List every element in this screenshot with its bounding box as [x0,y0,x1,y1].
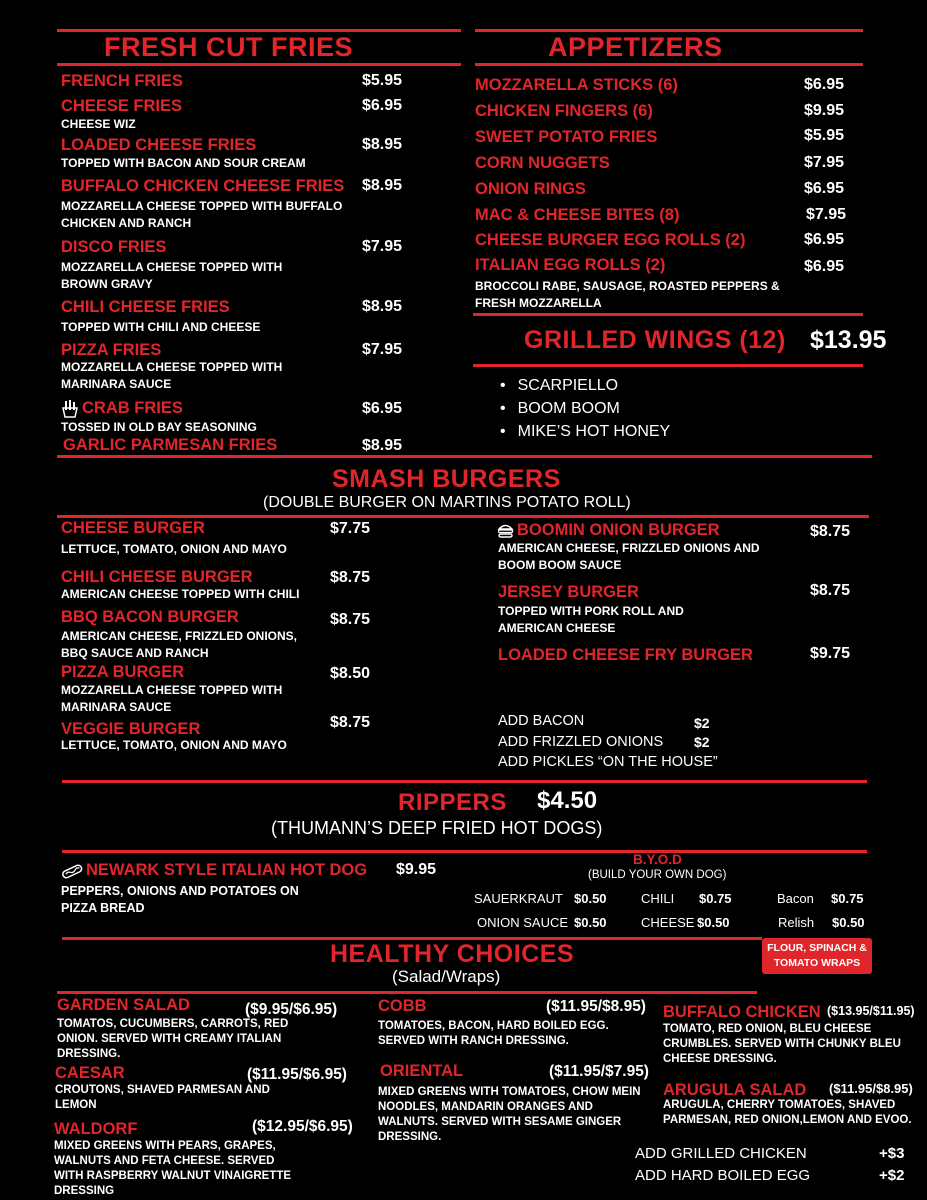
menu-item-name: MOZZARELLA STICKS (6) [475,76,678,94]
topping-label: Relish [778,915,815,930]
menu-item-name: CHEESE BURGER EGG ROLLS (2) [475,231,746,249]
menu-item-price: $8.75 [810,523,851,540]
burgers-title: SMASH BURGERS [332,465,561,493]
menu-item-price: $5.95 [804,127,845,144]
hot-dog-icon [61,863,83,879]
menu-item-desc: TOMATOES, BACON, HARD BOILED EGG. SERVED WITH RANCH DRESSING. [378,1020,609,1047]
addon-label: ADD BACON [498,713,585,729]
menu-item-desc: BROCCOLI RABE, SAUSAGE, ROASTED PEPPERS & FRESH MOZZARELLA [475,279,780,310]
menu-item-desc: MOZZARELLA CHEESE TOPPED WITH BROWN GRAVY [61,260,283,291]
menu-item-price: $8.95 [362,136,403,153]
topping-price: $0.75 [699,891,732,906]
menu-item-desc: AMERICAN CHEESE, FRIZZLED ONIONS AND BOOM BOOM SAUCE [498,541,760,572]
byod-subtitle: (BUILD YOUR OWN DOG) [588,869,727,881]
byod-title: B.Y.O.D [633,852,682,867]
menu-item-desc: CHEESE WIZ [61,117,136,131]
menu-item-desc: MIXED GREENS WITH PEARS, GRAPES, WALNUTS AND FETA CHEESE. SERVED WITH RASPBERRY WALNUT VINAIGRETTE DRESSING [54,1140,292,1197]
wings-price: $13.95 [810,326,887,354]
addon-label: ADD HARD BOILED EGG [635,1167,811,1184]
menu-item-name: BUFFALO CHICKEN [663,1003,821,1021]
menu-item-desc: PEPPERS, ONIONS AND POTATOES ON PIZZA BREAD [61,884,299,915]
menu-item-price: ($12.95/$6.95) [252,1118,353,1135]
divider [57,515,869,518]
menu-item-name: CHEESE FRIES [61,97,183,115]
menu-item-name: CHILI CHEESE FRIES [61,298,230,316]
topping-price: $0.50 [832,915,865,930]
divider [62,850,867,853]
menu-item-price: $6.95 [804,76,845,93]
divider [57,63,461,66]
menu-item-name: CAESAR [55,1064,125,1082]
divider [57,991,757,994]
addon-label: ADD FRIZZLED ONIONS [498,734,664,750]
menu-item-price: ($11.95/$8.95) [829,1081,913,1096]
wing-flavor: • MIKE’S HOT HONEY [500,420,670,443]
menu-item-price: ($11.95/$8.95) [546,998,646,1015]
wraps-badge: FLOUR, SPINACH & TOMATO WRAPS [762,938,872,974]
menu-item-name: ITALIAN EGG ROLLS (2) [475,256,666,274]
wing-flavor: • SCARPIELLO [500,374,670,397]
menu-item-name: PIZZA FRIES [61,341,162,359]
menu-item-name: MAC & CHEESE BITES (8) [475,206,680,224]
burgers-subtitle: (DOUBLE BURGER ON MARTINS POTATO ROLL) [263,494,631,511]
divider [475,63,863,66]
menu-item-price: $8.50 [330,665,371,682]
menu-item-desc: ARUGULA, CHERRY TOMATOES, SHAVED PARMESAN, RED ONION,LEMON AND EVOO. [663,1099,912,1126]
rippers-title: RIPPERS [398,789,507,816]
menu-item-name: CORN NUGGETS [475,154,610,172]
topping-label: Bacon [777,891,814,906]
menu-item-name: CHICKEN FINGERS (6) [475,102,653,120]
menu-item-name: COBB [378,997,427,1015]
wing-flavor-list [500,374,670,443]
rippers-price: $4.50 [537,787,598,814]
menu-item-price: ($11.95/$7.95) [549,1063,649,1080]
menu-item-name: SWEET POTATO FRIES [475,128,658,146]
topping-price: $0.50 [574,891,607,906]
addon-label: ADD GRILLED CHICKEN [635,1145,807,1162]
menu-item-name: CHEESE BURGER [61,519,205,537]
menu-item-name: ONION RINGS [475,180,586,198]
menu-item-name: ARUGULA SALAD [663,1081,807,1099]
menu-item-desc: TOPPED WITH CHILI AND CHEESE [61,320,261,334]
menu-item-price: $7.95 [804,154,845,171]
appetizers-title: APPETIZERS [548,32,723,62]
menu-item-desc: LETTUCE, TOMATO, ONION AND MAYO [61,542,287,556]
menu-item-desc: MOZZARELLA CHEESE TOPPED WITH MARINARA SAUCE [61,683,283,714]
divider [473,364,863,367]
menu-item-price: ($11.95/$6.95) [247,1066,347,1083]
menu-item-name: JERSEY BURGER [498,583,639,601]
wing-flavor: • BOOM BOOM [500,397,670,420]
topping-price: $0.50 [574,915,607,930]
menu-item-price: $7.75 [330,520,371,537]
rippers-subtitle: (THUMANN’S DEEP FRIED HOT DOGS) [271,818,603,838]
menu-item-name: DISCO FRIES [61,238,167,256]
topping-price: $0.50 [697,915,730,930]
menu-item-price: $7.95 [362,341,403,358]
divider [62,780,867,783]
menu-item-name: BUFFALO CHICKEN CHEESE FRIES [61,177,345,195]
menu-item-name: GARLIC PARMESAN FRIES [63,436,278,454]
healthy-subtitle: (Salad/Wraps) [392,967,501,986]
addon-price: +$3 [879,1145,905,1162]
menu-item-desc: TOMATOS, CUCUMBERS, CARROTS, RED ONION. SERVED WITH CREAMY ITALIAN DRESSING. [57,1018,289,1060]
menu-item-name: LOADED CHEESE FRY BURGER [498,646,753,664]
menu-item-price: $9.75 [810,645,851,662]
divider [57,455,872,458]
addon-price: $2 [694,734,710,750]
healthy-title: HEALTHY CHOICES [330,940,575,968]
menu-item-name: CRAB FRIES [82,399,183,417]
menu-item-desc: MOZZARELLA CHEESE TOPPED WITH MARINARA SAUCE [61,360,283,391]
menu-item-name: BOOMIN ONION BURGER [517,521,720,539]
menu-item-desc: AMERICAN CHEESE, FRIZZLED ONIONS, BBQ SAUCE AND RANCH [61,629,298,660]
divider [473,313,863,316]
menu-item-price: $8.95 [362,437,403,454]
menu-item-name: NEWARK STYLE ITALIAN HOT DOG [86,861,368,879]
menu-item-desc: MOZZARELLA CHEESE TOPPED WITH BUFFALO CHICKEN AND RANCH [61,199,343,230]
topping-price: $0.75 [831,891,864,906]
menu-item-name: FRENCH FRIES [61,72,183,90]
menu-item-name-row [61,399,183,418]
menu-item-desc: TOSSED IN OLD BAY SEASONING [61,420,257,434]
menu-item-name: GARDEN SALAD [57,996,190,1014]
menu-item-price: ($9.95/$6.95) [245,1001,338,1018]
menu-item-name: CHILI CHEESE BURGER [61,568,253,586]
menu-item-name-row [497,521,720,540]
wings-title: GRILLED WINGS (12) [524,326,786,354]
topping-label: CHILI [641,891,675,906]
menu-item-price: $8.75 [330,611,371,628]
menu-item-price: $6.95 [804,231,845,248]
menu-item-price: $8.95 [362,177,403,194]
topping-label: ONION SAUCE [477,915,569,930]
menu-item-price: $8.95 [362,298,403,315]
menu-item-price: $6.95 [362,97,403,114]
menu-item-desc: TOPPED WITH BACON AND SOUR CREAM [61,156,306,170]
menu-item-price: ($13.95/$11.95) [827,1004,915,1018]
menu-item-desc: TOPPED WITH PORK ROLL AND AMERICAN CHEESE [498,604,684,635]
addon-price: $2 [694,715,710,731]
menu-item-desc: LETTUCE, TOMATO, ONION AND MAYO [61,738,287,752]
menu-item-price: $6.95 [804,258,845,275]
menu-item-desc: MIXED GREENS WITH TOMATOES, CHOW MEIN NOODLES, MANDARIN ORANGES AND WALNUTS. SERVED WITH SESAME GINGER DRESSING. [378,1086,641,1143]
menu-item-desc: AMERICAN CHEESE TOPPED WITH CHILI [61,587,300,601]
fries-icon [61,400,79,418]
menu-item-price: $6.95 [362,400,403,417]
menu-item-price: $7.95 [806,206,847,223]
menu-item-price: $8.75 [330,569,371,586]
menu-item-desc: CROUTONS, SHAVED PARMESAN AND LEMON [55,1084,270,1111]
menu-item-price: $8.75 [330,714,371,731]
menu-item-price: $7.95 [362,238,403,255]
addon-label: ADD PICKLES “ON THE HOUSE” [498,754,718,770]
menu-item-name: WALDORF [54,1120,138,1138]
menu-item-name: ORIENTAL [380,1062,464,1080]
menu-item-price: $5.95 [362,72,403,89]
addon-price: +$2 [879,1167,905,1184]
menu-item-price: $6.95 [804,180,845,197]
fries-title: FRESH CUT FRIES [104,32,354,62]
menu-item-name: BBQ BACON BURGER [61,608,239,626]
menu-item-price: $8.75 [810,582,851,599]
topping-label: CHEESE [641,915,695,930]
menu-item-price: $9.95 [804,102,845,119]
burger-icon [497,522,514,539]
topping-label: SAUERKRAUT [474,891,563,906]
menu-item-name: LOADED CHEESE FRIES [61,136,257,154]
menu-item-name: PIZZA BURGER [61,663,185,681]
menu-item-name-row [61,861,367,880]
menu-item-desc: TOMATO, RED ONION, BLEU CHEESE CRUMBLES. SERVED WITH CHUNKY BLEU CHEESE DRESSING. [663,1023,901,1065]
menu-item-price: $9.95 [396,861,437,878]
menu-item-name: VEGGIE BURGER [61,720,201,738]
